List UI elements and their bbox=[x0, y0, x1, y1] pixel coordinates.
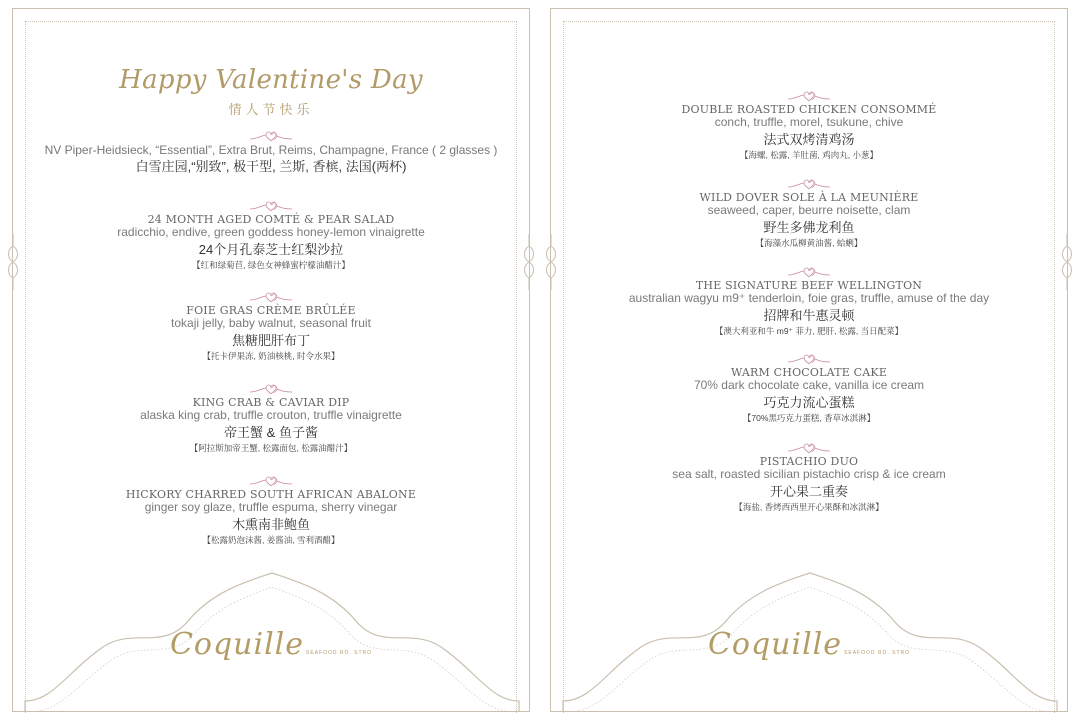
course-description-cn: 【海螺, 松露, 羊肚菌, 鸡肉丸, 小葱】 bbox=[740, 150, 878, 160]
course-name-cn: 24个月孔泰芝士红梨沙拉 bbox=[198, 242, 344, 257]
course-name-cn: 帝王蟹 & 鱼子酱 bbox=[224, 425, 318, 440]
course-description: sea salt, roasted sicilian pistachio crisp & ice cream bbox=[672, 467, 946, 481]
menu-course bbox=[13, 474, 529, 546]
wine-description-cn: 白雪庄园,“别致”, 极干型, 兰斯, 香槟, 法国(两杯) bbox=[135, 159, 407, 174]
course-description-cn: 【红和绿菊苣, 绿色女神蜂蜜柠檬油醋汁】 bbox=[192, 260, 350, 270]
page-title: Happy Valentine's Day bbox=[119, 65, 423, 95]
menu-page-right bbox=[550, 8, 1068, 712]
menu-course bbox=[551, 89, 1067, 161]
logo-subtitle: SEAFOOD RO. STRO bbox=[844, 650, 911, 656]
heart-ornament-icon bbox=[786, 89, 832, 103]
course-description: tokaji jelly, baby walnut, seasonal fruit bbox=[171, 316, 371, 330]
course-description: conch, truffle, morel, tsukune, chive bbox=[714, 115, 904, 129]
menu-course bbox=[551, 265, 1067, 337]
logo-wordmark: Coquille bbox=[169, 627, 305, 662]
heart-ornament-icon bbox=[786, 352, 832, 366]
menu-page-left bbox=[12, 8, 530, 712]
menu-course bbox=[551, 177, 1067, 249]
course-name-cn: 招牌和牛惠灵顿 bbox=[763, 308, 855, 323]
restaurant-logo bbox=[13, 627, 529, 662]
course-description-cn: 【松露奶泡沫酱, 姜酱油, 雪利酒醋】 bbox=[202, 535, 340, 545]
heart-ornament-icon bbox=[786, 441, 832, 455]
course-name: FOIE GRAS CRÈME BRÛLÉE bbox=[186, 304, 356, 317]
menu-course bbox=[551, 352, 1067, 424]
course-description: alaska king crab, truffle crouton, truffle vinaigrette bbox=[140, 408, 402, 422]
course-name: PISTACHIO DUO bbox=[759, 455, 859, 468]
heart-ornament-icon bbox=[248, 199, 294, 213]
course-name: HICKORY CHARRED SOUTH AFRICAN ABALONE bbox=[125, 488, 417, 501]
course-name-cn: 焦糖肥肝布丁 bbox=[231, 333, 310, 348]
course-description-cn: 【阿拉斯加帝王蟹, 松露面包, 松露油醋汁】 bbox=[189, 443, 353, 453]
wine-description: NV Piper-Heidsieck, “Essential”, Extra Brut, Reims, Champagne, France ( 2 glasses ) bbox=[44, 143, 498, 157]
course-description: seaweed, caper, beurre noisette, clam bbox=[707, 203, 911, 217]
course-description: radicchio, endive, green goddess honey-lemon vinaigrette bbox=[117, 225, 425, 239]
course-description-cn: 【澳大利亚和牛 m9⁺ 菲力, 肥肝, 松露, 当日配菜】 bbox=[714, 326, 904, 336]
course-name-cn: 野生多佛龙利鱼 bbox=[763, 220, 855, 235]
course-name: WARM CHOCOLATE CAKE bbox=[730, 366, 888, 379]
course-description-cn: 【托卡伊果冻, 奶油核桃, 时令水果】 bbox=[202, 351, 340, 361]
course-description: australian wagyu m9⁺ tenderloin, foie gras, truffle, amuse of the day bbox=[628, 291, 990, 305]
course-name-cn: 木熏南非鲍鱼 bbox=[231, 517, 310, 532]
course-description: ginger soy glaze, truffle espuma, sherry vinegar bbox=[144, 500, 398, 514]
menu-course bbox=[13, 290, 529, 362]
course-name: DOUBLE ROASTED CHICKEN CONSOMMÉ bbox=[681, 103, 937, 116]
page-title-cn: 情人节快乐 bbox=[228, 102, 314, 117]
course-name: THE SIGNATURE BEEF WELLINGTON bbox=[695, 279, 923, 292]
course-name-cn: 巧克力流心蛋糕 bbox=[763, 395, 855, 410]
menu-course bbox=[13, 382, 529, 454]
menu-course bbox=[551, 441, 1067, 513]
logo-subtitle: SEAFOOD RO. STRO bbox=[306, 650, 373, 656]
heart-ornament-icon bbox=[786, 265, 832, 279]
heart-ornament-icon bbox=[248, 382, 294, 396]
logo-wordmark: Coquille bbox=[707, 627, 843, 662]
course-name: KING CRAB & CAVIAR DIP bbox=[192, 396, 350, 409]
menu-course bbox=[13, 199, 529, 271]
heart-ornament-icon bbox=[786, 177, 832, 191]
course-description-cn: 【70%黑巧克力蛋糕, 香草冰淇淋】 bbox=[742, 413, 876, 423]
course-name-cn: 法式双烤清鸡汤 bbox=[763, 132, 855, 147]
heart-ornament-icon bbox=[248, 129, 294, 143]
course-name: WILD DOVER SOLE À LA MEUNIÈRE bbox=[699, 191, 919, 204]
course-name: 24 MONTH AGED COMTÉ & PEAR SALAD bbox=[147, 213, 395, 226]
heart-ornament-icon bbox=[248, 474, 294, 488]
wine-pairing bbox=[13, 129, 529, 175]
course-description-cn: 【海藻水瓜柳黄油酱, 蛤蜊】 bbox=[755, 238, 863, 248]
course-description-cn: 【海盐, 香烤西西里开心果酥和冰淇淋】 bbox=[734, 502, 884, 512]
course-name-cn: 开心果二重奏 bbox=[769, 484, 848, 499]
course-description: 70% dark chocolate cake, vanilla ice cream bbox=[693, 378, 925, 392]
heart-ornament-icon bbox=[248, 290, 294, 304]
restaurant-logo bbox=[551, 627, 1067, 662]
